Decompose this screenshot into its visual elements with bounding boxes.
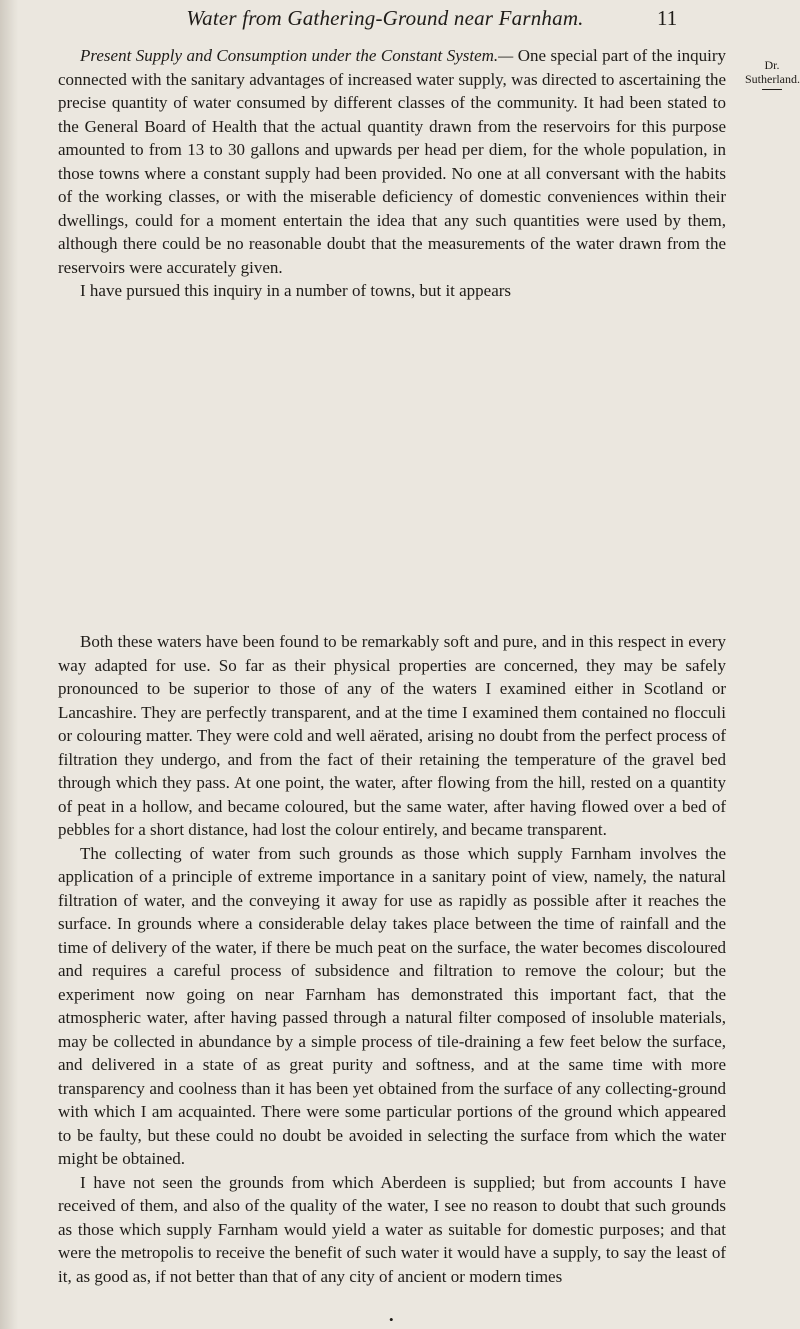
section-subhead: Present Supply and Consumption under the Constant System.—	[80, 46, 514, 65]
paragraph	[58, 44, 726, 279]
section-water-quality	[58, 630, 726, 1288]
margin-note-line2: Sutherland.	[745, 72, 800, 86]
margin-note-line1: Dr.	[764, 58, 780, 72]
margin-note	[745, 58, 799, 90]
paragraph: I have not seen the grounds from which Aberdeen is supplied; but from accounts I have received of them, and also of the quality of the water, I see no reason to doubt that such grounds as those which supply Farnham would yield a water as suitable for domestic purposes; and that were the metropolis to receive the benefit of such water it would have a supply, to say the least of it, as good as, if not better than that of any city of ancient or modern times	[58, 1172, 726, 1286]
page-header	[0, 6, 800, 36]
paragraph-text: One special part of the inquiry connected with the sanitary advantages of increased water supply, was directed to ascertaining the precise quantity of water consumed by different classes of the community. It had been stated to the General Board of Health that the actual quantity drawn from the reservoirs for this purpose amounted to from 13 to 30 gallons and upwards per head per diem, for the whole population, in those towns where a constant supply had been provided. No one at all conversant with the habits of the working classes, or with the miserable deficiency of domestic conveniences within their dwellings, could for a moment entertain the idea that any such quantities were used by them, although there could be no reasonable doubt that the measurements of the water drawn from the reservoirs were accurately given.	[58, 46, 726, 277]
margin-note-rule	[762, 89, 782, 90]
page-number: 11	[657, 6, 678, 30]
footer-mark: •	[389, 1312, 394, 1327]
paragraph: Both these waters have been found to be remarkably soft and pure, and in this respect in every way adapted for use. So far as their physical properties are concerned, they may be safely pronounced to be superior to those of any of the waters I examined either in Scotland or Lancashire. They are perfectly transparent, and at the time I examined them contained no flocculi or colouring matter. They were cold and well aërated, arising no doubt from the perfect process of filtration they undergo, and from the fact of their retaining the temperature of the gravel bed through which they pass. At one point, the water, after flowing from the hill, rested on a quantity of peat in a hollow, and became coloured, but the same water, after having flowed over a bed of pebbles for a short distance, had lost the colour entirely, and became transparent.	[58, 632, 726, 839]
page-gutter-shadow	[0, 0, 18, 1329]
section-consumption	[58, 44, 726, 303]
paragraph: The collecting of water from such grounds as those which supply Farnham involves the application of a principle of extreme importance in a sanitary point of view, namely, the natural filtration of water, and the conveying it away for use as rapidly as possible after it reaches the surface. In grounds where a considerable delay takes place between the time of rainfall and the time of delivery of the water, if there be much peat on the surface, the water becomes discoloured and requires a careful process of subsidence and filtration to remove the colour; but the experiment now going on near Farnham has demonstrated this important fact, that the atmospheric water, after having passed through a natural filter composed of insoluble materials, may be collected in abundance by a simple process of tile-draining a few feet below the surface, and delivered in a state of as great purity and softness, and at the same time with more transparency and coolness than it has been yet obtained from the surface of any collecting-ground with which I am acquainted. There were some particular portions of the ground which appeared to be faulty, but these could no doubt be avoided in selecting the surface from which the water might be obtained.	[58, 843, 726, 1168]
paragraph: I have pursued this inquiry in a number of towns, but it appears	[80, 281, 512, 300]
running-title: Water from Gathering-Ground near Farnham.	[186, 6, 584, 30]
